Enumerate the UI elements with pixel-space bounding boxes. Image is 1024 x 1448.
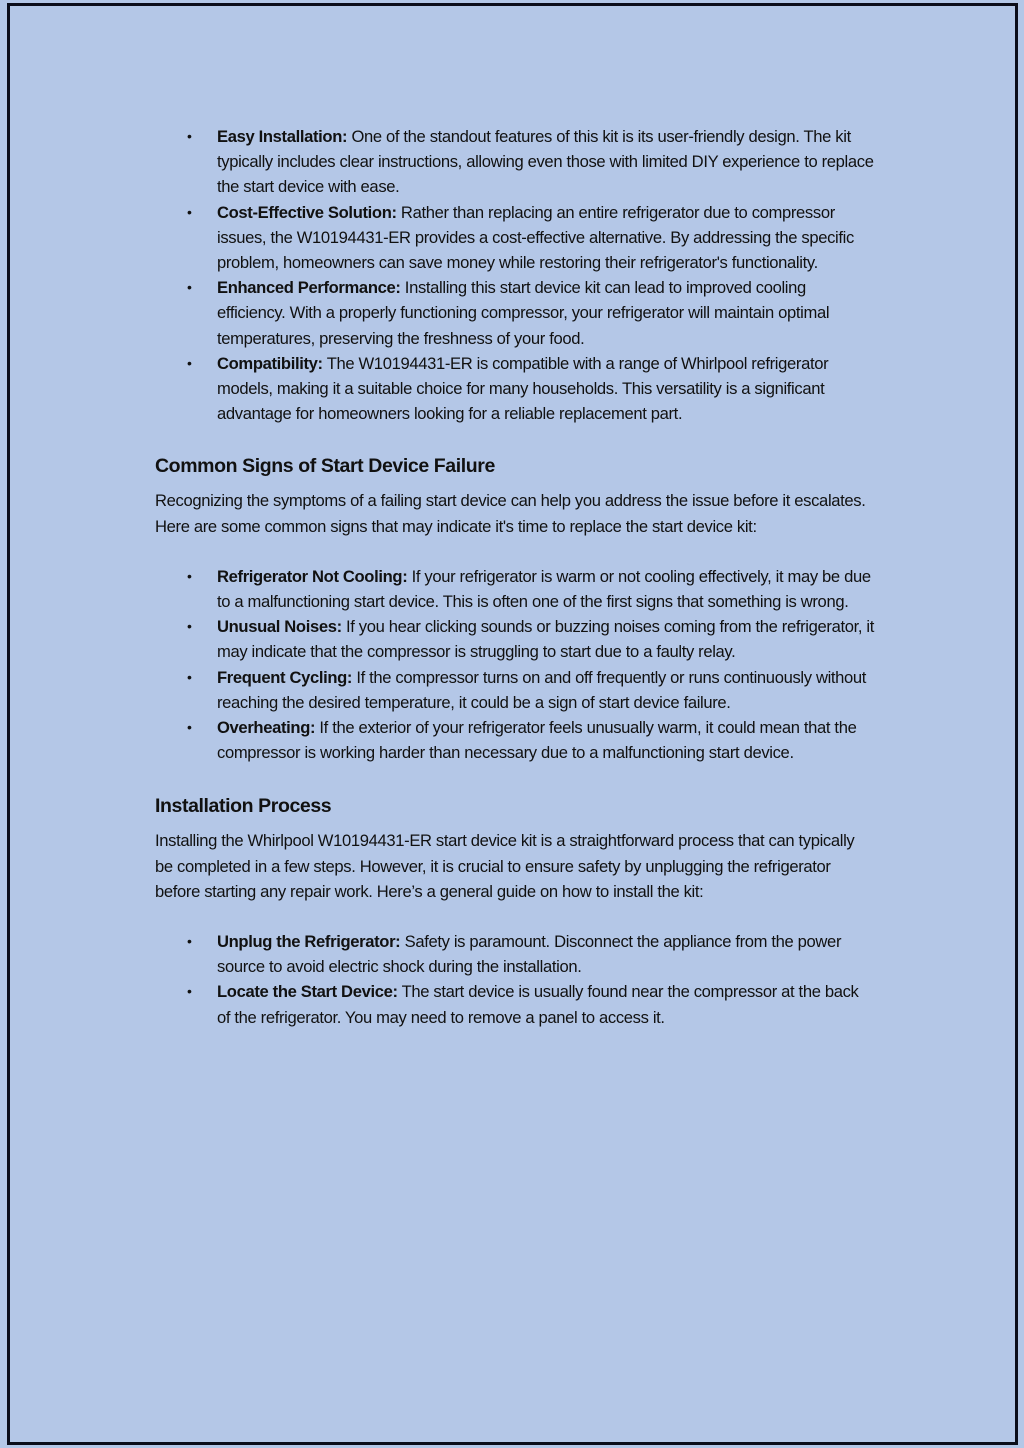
item-text: Rather than replacing an entire refrigerator due to compressor issues, the W10194431-ER provides a cost-effective alternative. By addressing the specific problem, homeowners can save money while restoring their refrigerator's functionality. (217, 202, 854, 273)
installation-steps-list (155, 929, 875, 1030)
list-item-locate-start-device (187, 979, 875, 1029)
item-text: Safety is paramount. Disconnect the appliance from the power source to avoid electric shock during the installation. (217, 932, 842, 977)
item-label: Unplug the Refrigerator: (217, 932, 401, 952)
item-label: Locate the Start Device: (217, 982, 398, 1002)
bullet-icon: • (187, 354, 192, 371)
list-item-enhanced-performance (187, 275, 875, 351)
item-text: If your refrigerator is warm or not cooling effectively, it may be due to a malfunctioning start device. This is often one of the first signs that something is wrong. (217, 566, 871, 612)
section-heading-installation: Installation Process (155, 795, 332, 818)
document-content (155, 124, 875, 1030)
bullet-icon: • (187, 719, 192, 736)
section-intro-installation: Installing the Whirlpool W10194431-ER start device kit is a straightforward process that can typically be completed in a few steps. However, it is crucial to ensure safety by unplugging the refrigerator before starting any repair work. Here’s a general guide on how to install the kit: (155, 831, 855, 901)
section-heading-signs: Common Signs of Start Device Failure (155, 455, 495, 478)
item-label: Cost-Effective Solution: (217, 202, 397, 222)
list-item-frequent-cycling (187, 665, 875, 715)
item-text: One of the standout features of this kit is its user-friendly design. The kit typically includes clear instructions, allowing even those with limited DIY experience to replace the start device with ease. (217, 127, 874, 197)
item-label: Enhanced Performance: (217, 278, 401, 298)
item-label: Frequent Cycling: (217, 667, 353, 687)
item-label: Overheating: (217, 718, 316, 738)
item-label: Easy Installation: (217, 127, 348, 146)
list-item-unplug (187, 929, 875, 979)
item-text: Installing this start device kit can lead to improved cooling efficiency. With a properly functioning compressor, your refrigerator will maintain optimal temperatures, preserving the freshness of your food. (217, 278, 830, 348)
item-text: The start device is usually found near the compressor at the back of the refrigerator. You may need to remove a panel to access it. (217, 982, 859, 1027)
bullet-icon: • (187, 279, 192, 296)
bullet-icon: • (187, 668, 192, 685)
bullet-icon: • (187, 203, 192, 220)
bullet-icon: • (187, 618, 192, 635)
list-item-overheating (187, 715, 875, 765)
section-intro-signs: Recognizing the symptoms of a failing start device can help you address the issue before it escalates. Here are some common signs that may indicate it's time to replace the start device kit: (155, 491, 866, 536)
bullet-icon: • (187, 933, 192, 950)
item-text: The W10194431-ER is compatible with a range of Whirlpool refrigerator models, making it a suitable choice for many households. This versatility is a significant advantage for homeowners looking for a reliable replacement part. (217, 353, 829, 424)
list-item-compatibility (187, 351, 875, 427)
features-list (155, 124, 875, 426)
list-item-unusual-noises (187, 614, 875, 664)
list-item-easy-installation (187, 124, 875, 200)
bullet-icon: • (187, 983, 192, 1000)
bullet-icon: • (187, 128, 192, 144)
item-label: Compatibility: (217, 353, 323, 373)
list-item-not-cooling (187, 564, 875, 614)
item-text: If the compressor turns on and off frequently or runs continuously without reaching the desired temperature, it could be a sign of start device failure. (217, 667, 867, 712)
item-text: If the exterior of your refrigerator feels unusually warm, it could mean that the compressor is working harder than necessary due to a malfunctioning start device. (217, 718, 857, 763)
item-label: Unusual Noises: (217, 617, 342, 637)
bullet-icon: • (187, 567, 192, 584)
item-label: Refrigerator Not Cooling: (217, 566, 408, 586)
signs-list (155, 564, 875, 766)
item-text: If you hear clicking sounds or buzzing noises coming from the refrigerator, it may indicate that the compressor is struggling to start due to a faulty relay. (217, 617, 874, 662)
list-item-cost-effective (187, 200, 875, 276)
